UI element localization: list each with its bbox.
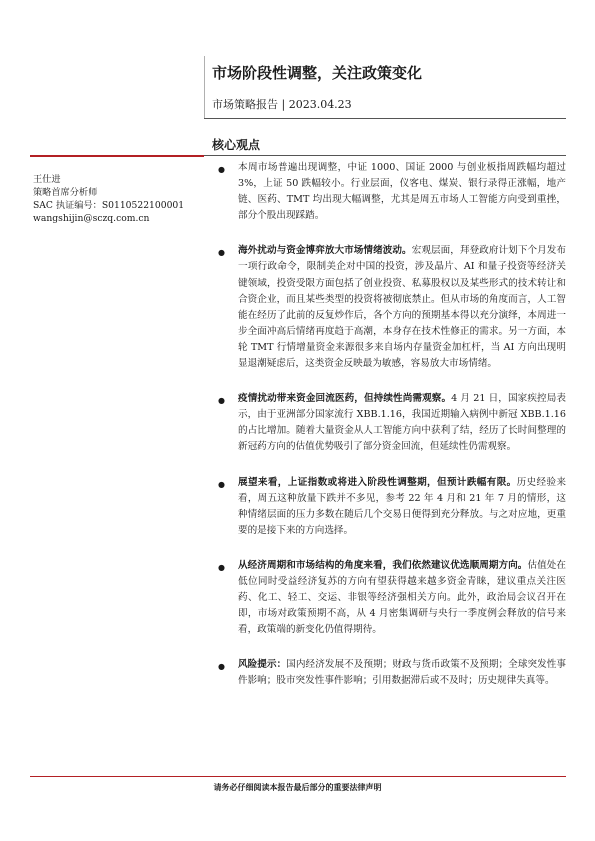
- bullet-lead: 疫情扰动带来资金回流医药，但持续性尚需观察。: [238, 393, 452, 405]
- bullet-text: 历史经验来看，周五这种放量下跌并不多见，参考 22 年 4 月和 21 年 7 月的情形，这种情绪层面的压力多数在随后几个交易日便得到充分释放。与之对应地，更重要的是接下来的方向选择。: [238, 476, 567, 536]
- sac-label: SAC 执证编号：: [33, 200, 102, 211]
- bullet-marker-icon: ●: [218, 165, 225, 174]
- header-divider-vertical: [204, 56, 205, 118]
- bullet-marker-icon: ●: [218, 662, 225, 672]
- bullet-text: 国内经济发展不及预期；财政与货币政策不及预期；全球突发性事件影响；股市突发性事件影响；引用数据滞后或不及时；历史规律失真等。: [238, 659, 567, 687]
- header-rule: [204, 118, 566, 119]
- report-subtitle: 市场策略报告 | 2023.04.23: [212, 98, 352, 111]
- bullet-point: [218, 391, 566, 455]
- bullet-text: 4 月 21 日，国家疾控局表示，由于亚洲部分国家流行 XBB.1.16，我国近期输入病例中新冠 XBB.1.16 的占比增加。随着大量资金从人工智能方向中获利了结，经历了长时间整理的新冠药方向的估值优势吸引了部分资金回流，但延续性仍需观察。: [238, 393, 567, 453]
- bullet-text: 宏观层面，拜登政府计划下个月发布一项行政命令，限制美企对中国的投资，涉及晶片、AI 和量子投资等经济关键领域，投资受限方面包括了创业投资、私募股权以及某些形式的技术转让和合资企业，而且某些类型的投资将被彻底禁止。但从市场的角度而言，人工智能在经历了此前的反复炒作后，各个方向的预期基本得以充分演绎，本周进一步全面冲高后情绪再度趋于高潮，本身存在技术性修正的需求。另一方面，本轮 TMT 行情增量资金来源很多来自场内存量资金加杠杆，当 AI 方向出现明显退潮疑虑后，这类资金反映最为敏感，容易放大市场情绪。: [238, 245, 567, 370]
- author-info: [33, 173, 184, 225]
- sac-id: S0110522100001: [101, 200, 185, 211]
- bullet-point: [218, 243, 566, 372]
- legal-notice: 请务必仔细阅读本报告最后部分的重要法律声明: [213, 782, 382, 792]
- author-role: 策略首席分析师: [33, 187, 98, 198]
- report-title: 市场阶段性调整，关注政策变化: [212, 64, 423, 82]
- bullet-lead: 从经济周期和市场结构的角度来看，我们依然建议优选顺周期方向。: [238, 559, 528, 571]
- core-points: [218, 160, 566, 709]
- author-sac: [33, 199, 184, 212]
- bullet-point: [218, 160, 566, 224]
- section-heading: 核心观点: [212, 138, 261, 152]
- accent-rule-left: [30, 155, 204, 157]
- bullet-point: [218, 558, 566, 638]
- bullet-text: 估值处在低位同时受益经济复苏的方向有望获得越来越多资金青睐，建议重点关注医药、化工、轻工、交运、非银等经济强相关方向。此外，政治局会议召开在即，市场对政策预期不高，从 4 月密集调研与央行一季度例会释放的信号来看，政策端的新变化仍值得期待。: [238, 559, 567, 636]
- section-rule: [204, 155, 566, 156]
- bullet-marker-icon: ●: [218, 248, 225, 258]
- footer-rule: [30, 776, 566, 777]
- author-name: 王仕进: [33, 174, 61, 185]
- bullet-lead: 风险提示：: [238, 659, 287, 671]
- bullet-marker-icon: ●: [218, 396, 225, 406]
- bullet-lead: 展望来看，上证指数或将进入阶段性调整期，但预计跌幅有限。: [238, 476, 517, 488]
- bullet-point: [218, 475, 566, 539]
- bullet-lead: 海外扰动与资金博弈放大市场情绪波动。: [238, 245, 412, 257]
- bullet-text: 本周市场普遍出现调整，中证 1000、国证 2000 与创业板指周跌幅均超过 3%，上证 50 跌幅较小。行业层面，仪客电、煤炭、银行录得正涨幅，地产链、医药、TMT 均出现大幅调整，尤其是周五市场人工智能方向受到重挫，部分个股出现踩踏。: [238, 162, 566, 222]
- bullet-point: [218, 657, 566, 689]
- author-email[interactable]: wangshijin@sczq.com.cn: [33, 213, 150, 224]
- bullet-marker-icon: ●: [218, 479, 225, 489]
- bullet-marker-icon: ●: [218, 562, 225, 572]
